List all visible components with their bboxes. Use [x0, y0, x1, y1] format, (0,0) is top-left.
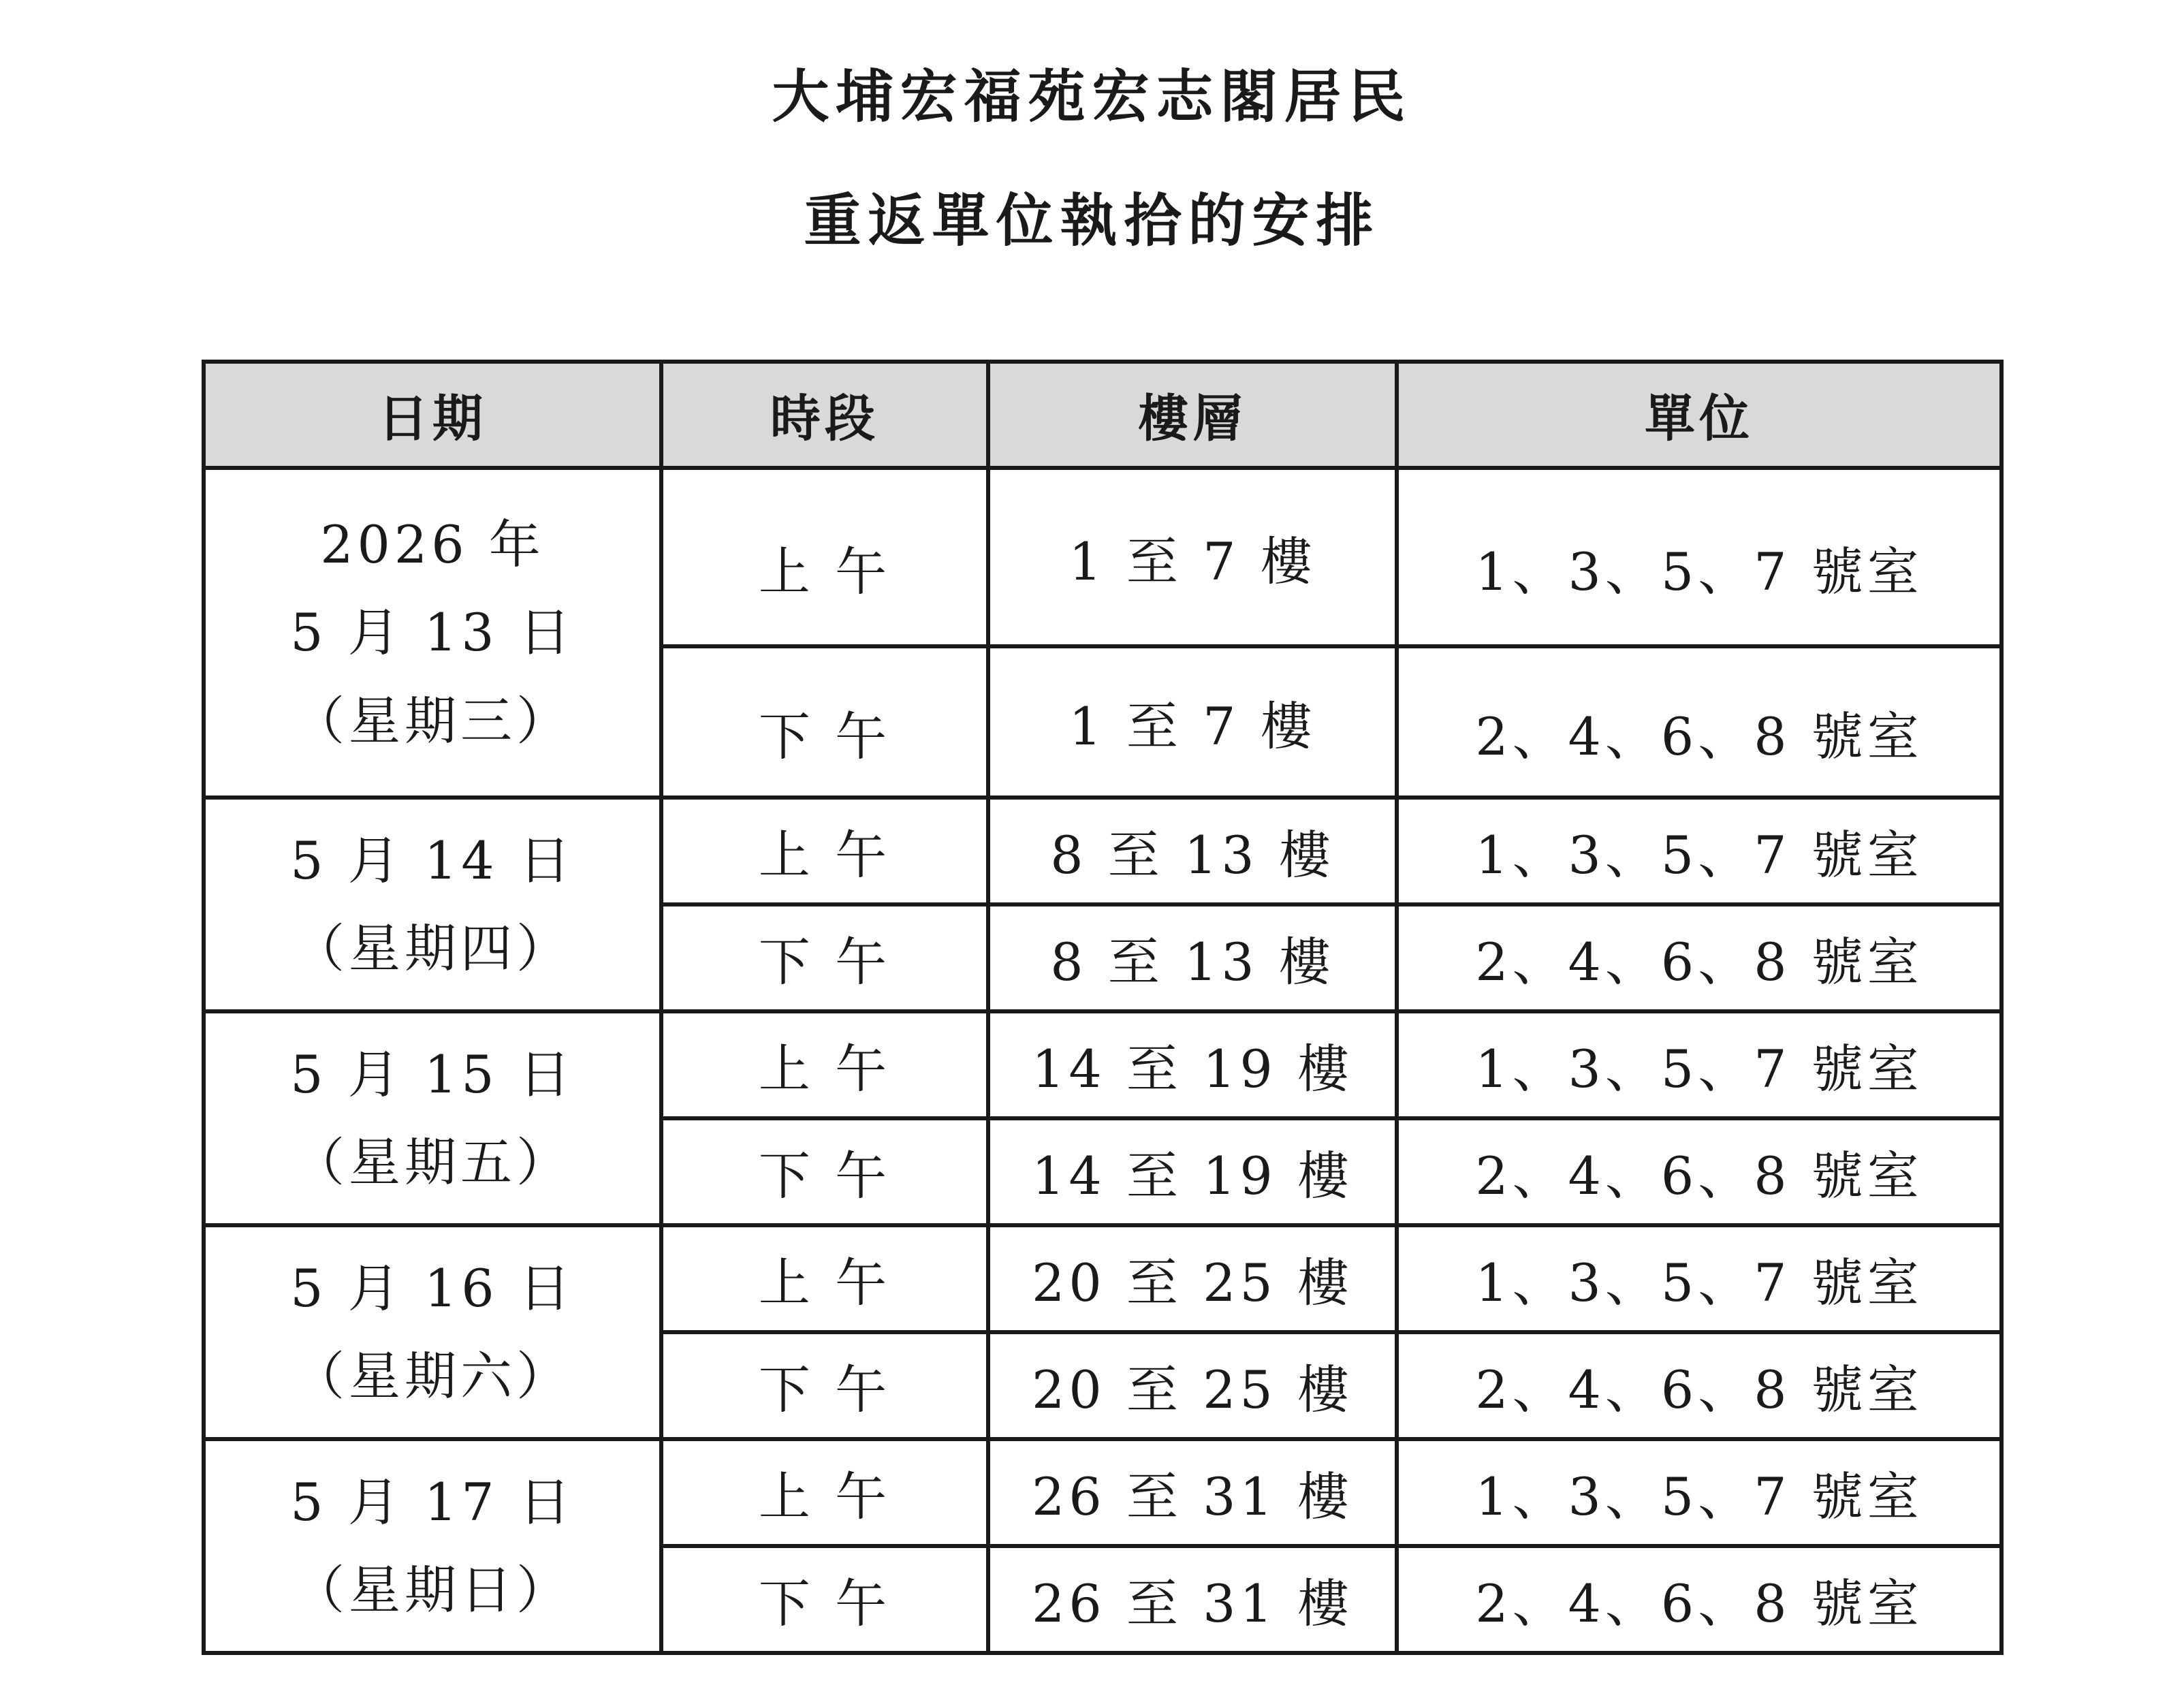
document-subtitle: 重返單位執拾的安排	[804, 187, 1380, 254]
table-row	[204, 1225, 2001, 1332]
date-cell	[204, 468, 661, 798]
units-cell: 1、3、5、7 號室	[1397, 1439, 2001, 1546]
floors-cell: 1 至 7 樓	[988, 468, 1397, 646]
period-cell: 上 午	[661, 1011, 988, 1118]
period-cell: 下 午	[661, 1332, 988, 1439]
units-cell: 1、3、5、7 號室	[1397, 798, 2001, 904]
period-cell: 下 午	[661, 646, 988, 798]
floors-cell: 14 至 19 樓	[988, 1118, 1397, 1225]
floors-cell: 20 至 25 樓	[988, 1332, 1397, 1439]
table-row	[204, 1011, 2001, 1118]
units-cell: 2、4、6、8 號室	[1397, 904, 2001, 1011]
units-cell: 1、3、5、7 號室	[1397, 468, 2001, 646]
date-weekday: （星期六）	[293, 1346, 572, 1406]
date-cell	[204, 798, 661, 1011]
units-cell: 2、4、6、8 號室	[1397, 646, 2001, 798]
units-cell: 2、4、6、8 號室	[1397, 1118, 2001, 1225]
units-cell: 2、4、6、8 號室	[1397, 1332, 2001, 1439]
table-row	[204, 1439, 2001, 1546]
period-cell: 下 午	[661, 1546, 988, 1653]
document-title: 大埔宏福苑宏志閣居民	[772, 63, 1412, 130]
date-day: 5 月 17 日	[290, 1471, 575, 1532]
period-cell: 上 午	[661, 468, 988, 646]
header-period: 時段	[661, 362, 988, 468]
floors-cell: 14 至 19 樓	[988, 1011, 1397, 1118]
date-cell	[204, 1225, 661, 1439]
floors-cell: 8 至 13 樓	[988, 798, 1397, 904]
date-day: 5 月 16 日	[290, 1257, 575, 1319]
period-cell: 上 午	[661, 798, 988, 904]
floors-cell: 8 至 13 樓	[988, 904, 1397, 1011]
date-cell	[204, 1011, 661, 1225]
date-day: 5 月 15 日	[290, 1043, 575, 1105]
date-weekday: （星期三）	[293, 690, 572, 751]
table-row	[204, 798, 2001, 904]
floors-cell: 26 至 31 樓	[988, 1439, 1397, 1546]
date-day: 5 月 13 日	[290, 602, 575, 663]
period-cell: 下 午	[661, 904, 988, 1011]
floors-cell: 20 至 25 樓	[988, 1225, 1397, 1332]
floors-cell: 26 至 31 樓	[988, 1546, 1397, 1653]
date-day: 5 月 14 日	[290, 830, 575, 891]
header-units: 單位	[1397, 362, 2001, 468]
date-weekday: （星期四）	[293, 918, 572, 979]
period-cell: 上 午	[661, 1225, 988, 1332]
date-weekday: （星期日）	[293, 1560, 572, 1620]
date-weekday: （星期五）	[293, 1132, 572, 1193]
period-cell: 下 午	[661, 1118, 988, 1225]
table-row	[204, 468, 2001, 646]
units-cell: 1、3、5、7 號室	[1397, 1225, 2001, 1332]
units-cell: 2、4、6、8 號室	[1397, 1546, 2001, 1653]
date-year: 2026 年	[320, 514, 545, 576]
header-date: 日期	[204, 362, 661, 468]
period-cell: 上 午	[661, 1439, 988, 1546]
units-cell: 1、3、5、7 號室	[1397, 1011, 2001, 1118]
schedule-table	[202, 360, 2004, 1655]
header-row	[204, 362, 2001, 468]
floors-cell: 1 至 7 樓	[988, 646, 1397, 798]
date-cell	[204, 1439, 661, 1653]
header-floors: 樓層	[988, 362, 1397, 468]
